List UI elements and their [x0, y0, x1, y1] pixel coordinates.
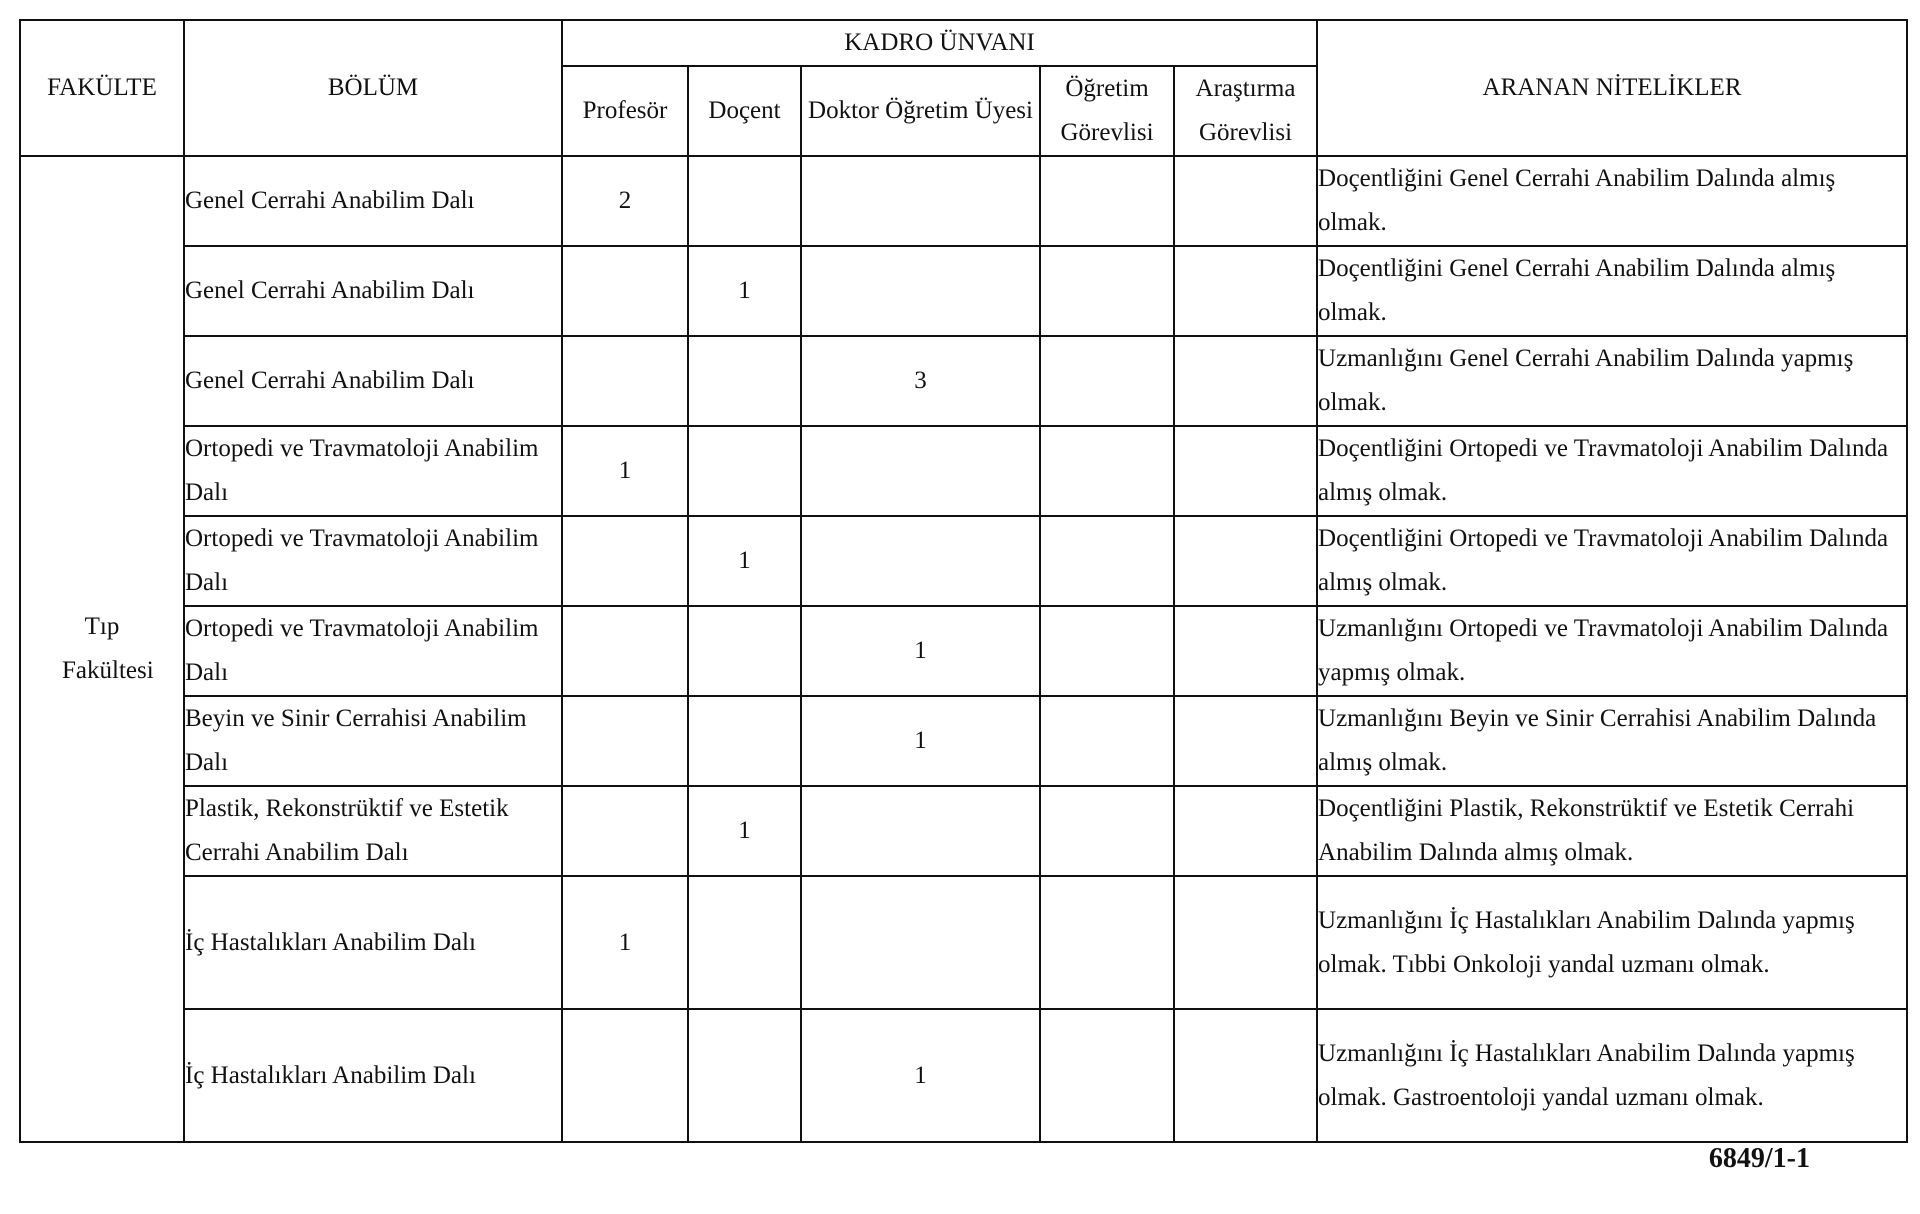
count-research-assistant	[1174, 426, 1317, 516]
count-assistant-professor: 1	[801, 696, 1040, 786]
count-professor	[562, 1009, 688, 1142]
table-row	[20, 786, 1907, 876]
department-cell: Genel Cerrahi Anabilim Dalı	[184, 156, 562, 246]
qualification-cell: Doçentliğini Ortopedi ve Travmatoloji Anabilim Dalında almış olmak.	[1317, 426, 1907, 516]
count-lecturer	[1040, 696, 1174, 786]
header-qualifications: ARANAN NİTELİKLER	[1317, 20, 1907, 156]
count-lecturer	[1040, 426, 1174, 516]
header-title-associate-professor: Doçent	[688, 66, 801, 156]
count-professor	[562, 336, 688, 426]
table-row	[20, 516, 1907, 606]
count-associate-professor: 1	[688, 246, 801, 336]
count-assistant-professor	[801, 516, 1040, 606]
department-cell: Ortopedi ve Travmatoloji Anabilim Dalı	[184, 516, 562, 606]
count-assistant-professor: 1	[801, 1009, 1040, 1142]
qualification-cell: Uzmanlığını Ortopedi ve Travmatoloji Anabilim Dalında yapmış olmak.	[1317, 606, 1907, 696]
count-lecturer	[1040, 156, 1174, 246]
kadro-table	[19, 19, 1908, 1143]
count-assistant-professor: 3	[801, 336, 1040, 426]
qualification-cell: Doçentliğini Genel Cerrahi Anabilim Dalında almış olmak.	[1317, 156, 1907, 246]
header-title-assistant-professor: Doktor Öğretim Üyesi	[801, 66, 1040, 156]
faculty-name-cell	[20, 156, 184, 1142]
count-lecturer	[1040, 336, 1174, 426]
count-research-assistant	[1174, 336, 1317, 426]
table-row	[20, 246, 1907, 336]
table-row	[20, 426, 1907, 516]
count-research-assistant	[1174, 246, 1317, 336]
count-assistant-professor	[801, 246, 1040, 336]
count-lecturer	[1040, 876, 1174, 1009]
document-code: 6849/1-1	[1708, 1143, 1810, 1174]
qualification-cell: Doçentliğini Genel Cerrahi Anabilim Dalında almış olmak.	[1317, 246, 1907, 336]
count-professor: 2	[562, 156, 688, 246]
count-research-assistant	[1174, 876, 1317, 1009]
table-row	[20, 696, 1907, 786]
count-research-assistant	[1174, 606, 1317, 696]
table-row	[20, 606, 1907, 696]
count-associate-professor	[688, 696, 801, 786]
qualification-cell: Uzmanlığını Genel Cerrahi Anabilim Dalında yapmış olmak.	[1317, 336, 1907, 426]
count-research-assistant	[1174, 696, 1317, 786]
header-department: BÖLÜM	[184, 20, 562, 156]
department-cell: İç Hastalıkları Anabilim Dalı	[184, 876, 562, 1009]
count-lecturer	[1040, 1009, 1174, 1142]
count-professor: 1	[562, 426, 688, 516]
department-cell: İç Hastalıkları Anabilim Dalı	[184, 1009, 562, 1142]
count-research-assistant	[1174, 516, 1317, 606]
table-row	[20, 1009, 1907, 1142]
header-title-lecturer: Öğretim Görevlisi	[1040, 66, 1174, 156]
header-title-group: KADRO ÜNVANI	[562, 20, 1317, 66]
count-professor	[562, 606, 688, 696]
count-assistant-professor	[801, 156, 1040, 246]
qualification-cell: Doçentliğini Plastik, Rekonstrüktif ve Estetik Cerrahi Anabilim Dalında almış olmak.	[1317, 786, 1907, 876]
count-assistant-professor	[801, 426, 1040, 516]
count-associate-professor	[688, 156, 801, 246]
count-research-assistant	[1174, 786, 1317, 876]
count-associate-professor	[688, 426, 801, 516]
count-professor: 1	[562, 876, 688, 1009]
count-associate-professor: 1	[688, 516, 801, 606]
header-faculty: FAKÜLTE	[20, 20, 184, 156]
department-cell: Plastik, Rekonstrüktif ve Estetik Cerrahi Anabilim Dalı	[184, 786, 562, 876]
count-lecturer	[1040, 606, 1174, 696]
count-professor	[562, 246, 688, 336]
table-row	[20, 156, 1907, 246]
count-associate-professor	[688, 876, 801, 1009]
count-assistant-professor	[801, 876, 1040, 1009]
qualification-cell: Uzmanlığını İç Hastalıkları Anabilim Dalında yapmış olmak. Tıbbi Onkoloji yandal uzmanı olmak.	[1317, 876, 1907, 1009]
count-research-assistant	[1174, 1009, 1317, 1142]
count-associate-professor	[688, 336, 801, 426]
count-professor	[562, 516, 688, 606]
count-lecturer	[1040, 516, 1174, 606]
count-assistant-professor	[801, 786, 1040, 876]
department-cell: Genel Cerrahi Anabilim Dalı	[184, 246, 562, 336]
header-title-professor: Profesör	[562, 66, 688, 156]
count-professor	[562, 696, 688, 786]
table-row	[20, 876, 1907, 1009]
department-cell: Ortopedi ve Travmatoloji Anabilim Dalı	[184, 606, 562, 696]
count-associate-professor	[688, 606, 801, 696]
header-title-research-assistant: Araştırma Görevlisi	[1174, 66, 1317, 156]
department-cell: Genel Cerrahi Anabilim Dalı	[184, 336, 562, 426]
count-lecturer	[1040, 786, 1174, 876]
table-row	[20, 336, 1907, 426]
count-professor	[562, 786, 688, 876]
qualification-cell: Uzmanlığını İç Hastalıkları Anabilim Dalında yapmış olmak. Gastroentoloji yandal uzmanı olmak.	[1317, 1009, 1907, 1142]
qualification-cell: Uzmanlığını Beyin ve Sinir Cerrahisi Anabilim Dalında almış olmak.	[1317, 696, 1907, 786]
count-lecturer	[1040, 246, 1174, 336]
department-cell: Ortopedi ve Travmatoloji Anabilim Dalı	[184, 426, 562, 516]
count-research-assistant	[1174, 156, 1317, 246]
faculty-name: Tıp Fakültesi	[62, 613, 154, 684]
qualification-cell: Doçentliğini Ortopedi ve Travmatoloji Anabilim Dalında almış olmak.	[1317, 516, 1907, 606]
count-associate-professor: 1	[688, 786, 801, 876]
count-assistant-professor: 1	[801, 606, 1040, 696]
department-cell: Beyin ve Sinir Cerrahisi Anabilim Dalı	[184, 696, 562, 786]
count-associate-professor	[688, 1009, 801, 1142]
